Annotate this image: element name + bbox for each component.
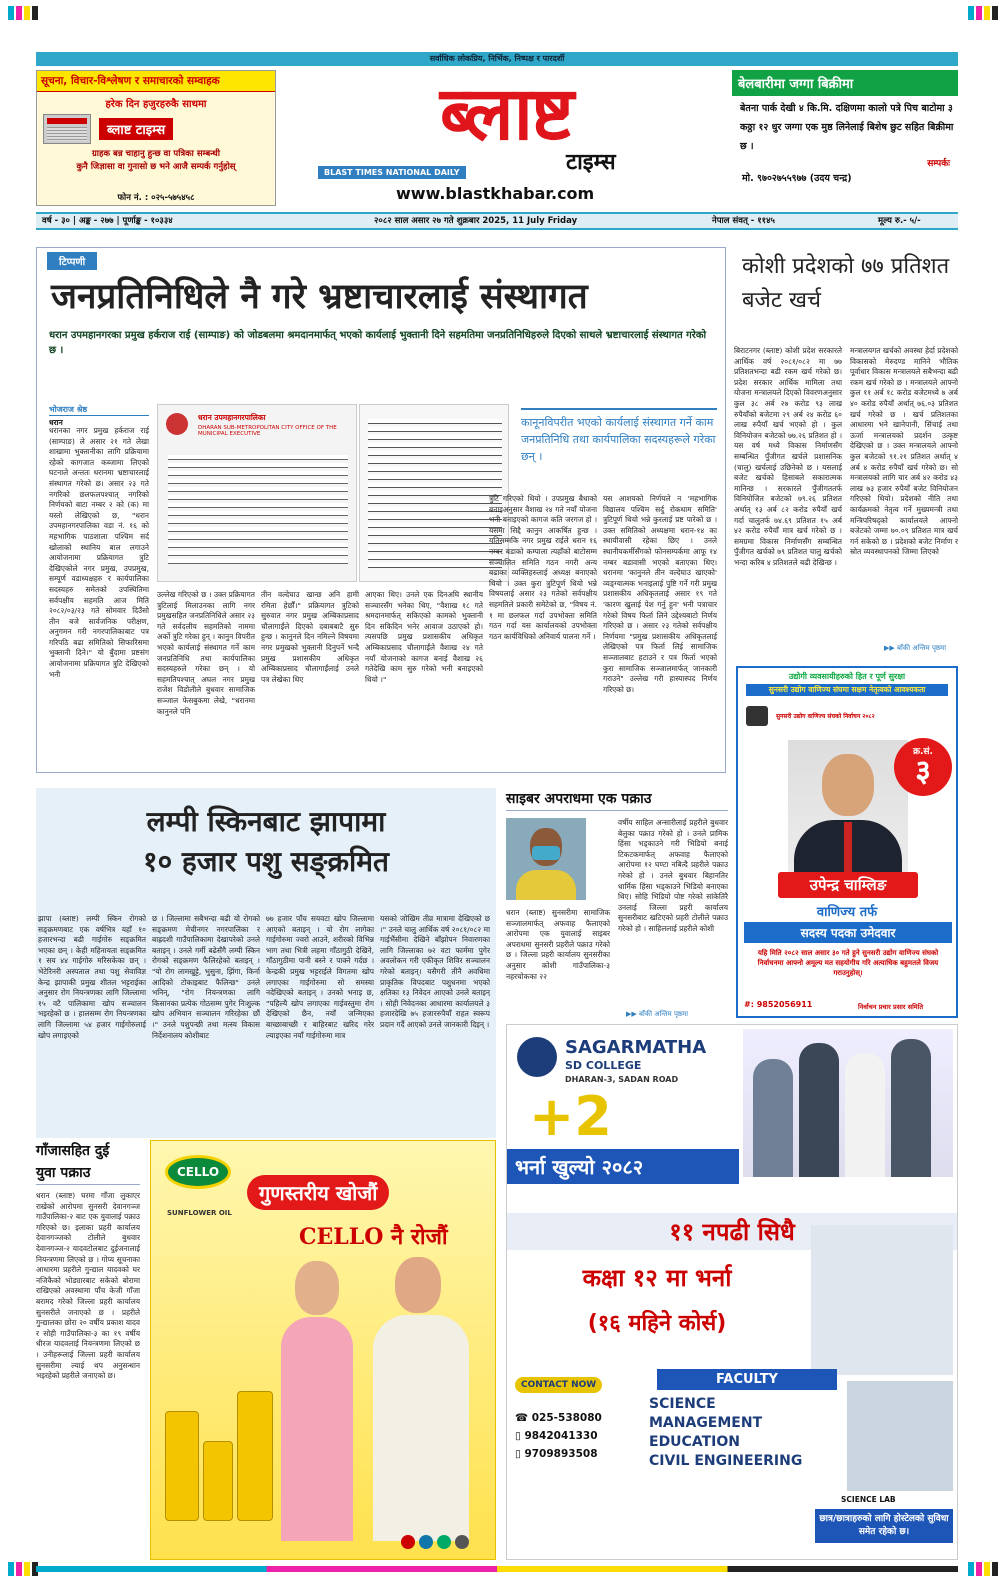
land-ad-title: बेलबारीमा जग्गा बिक्रीमा <box>732 70 958 96</box>
story-column-5: त्रुटि गरिएको थियो । उपप्रमुख बैधाको बनाइअनुसार वैशाख २४ गते नयाँ योजना भनी बनाइएको कागज कति जरगज हो । यसमा सिद्दै कानुन आकर्षित हुन्छ । यतिसम्मकि नगर प्रमुख राईले धरान १६ नम्बर बडाको कम्पाला त्यहाँको बाटोसम्म सञ्चालित समिति गठन नगरी अन्य बढाका व्यक्तिहरुलाई अध्यक्ष बनाएको थियो । उक्त कुरा त्रुटिपूर्ण थियो भन्ने विषयलाई असार २३ गतेको सर्वपक्षीय सहमतिले प्रकारी समेटेको छ, "विषय नं. १ मा छलफल गर्दा उपभोक्ता समिति गठन गर्दा यस कार्यालयको उपभोक्ता गठन कार्यविधिको अनिवार्य पालना गर्ने । <box>489 494 597 641</box>
koshi-budget-story <box>734 250 958 662</box>
ganja-headline-2[interactable]: युवा पक्राउ <box>36 1162 140 1185</box>
doc-header-en: DHARAN SUB-METROPOLITAN CITY OFFICE OF THE MUNICIPAL EXECUTIVE <box>198 425 337 437</box>
arrow-icon: ▶▶ <box>884 644 895 652</box>
mobile-icon: ▯ <box>515 1430 525 1442</box>
suspect-mask <box>532 846 560 860</box>
main-headline[interactable]: जनप्रतिनिधिले नै गरे भ्रष्टाचारलाई संस्थागत <box>51 276 588 317</box>
issue-info-bar <box>36 212 958 230</box>
issue-volume: वर्ष - ३० | अङ्क - २७७ | पूर्णाङ्क - १०३३४ <box>42 216 173 226</box>
phone-icon: ☎ <box>515 1412 532 1424</box>
story-tag: टिप्पणी <box>47 252 97 270</box>
cyber-crime-story <box>506 788 728 1022</box>
issue-date: २०८२ साल असार २७ गते शुक्रबार 2025, 11 July Friday <box>374 216 578 226</box>
college-name2: SD COLLEGE <box>565 1059 642 1072</box>
lumpy-column-4: यसको जोखिम तीव्र मात्रामा देखिएको छ ।" उनले चालु आर्थिक वर्ष २०८१/०८२ मा गाईभैंसीमा देखिने बाँझोपन निवारणका लागि जिल्लाका ७२ वटा फार्ममा पुगेर अवलोकन गरी एकीकृत शिविर सञ्चालन गरेको बताइन्। यसैगरी तीनै अवधिमा प्राकृतिक विपदबाट पशुधनमा भएको क्षतिका १३ निवेदन आएको उनले बताइन् । सोही निवेदनका आधारमा कार्यालयले ३ हजारदेखि ७५ हजाररुपैयाँ राहत स्वरूप प्रदान गर्दै आएको उनले जानकारी दिइन् । <box>380 914 490 1029</box>
candidate-phone: #: 9852056911 <box>744 1000 813 1009</box>
lumpy-headline-1[interactable]: लम्पी स्किनबाट झापामा <box>146 805 386 838</box>
student-figure <box>845 1053 885 1177</box>
model-2 <box>365 1257 475 1541</box>
pullquote: कानूनविपरीत भएको कार्यलाई संस्थागत गर्ने काम जनप्रतिनिधि तथा कार्यपालिका सदस्यहरूले गरेका छन् । <box>521 408 717 465</box>
phone-2[interactable]: 9842041330 <box>524 1430 598 1442</box>
mobile-icon: ▯ <box>515 1448 525 1460</box>
college-line3: (१६ महिने कोर्स) <box>587 1311 727 1336</box>
masthead-topbar <box>36 52 958 66</box>
cert-icon <box>437 1535 451 1549</box>
lumpy-skin-story <box>36 788 496 1138</box>
college-name: SAGARMATHA <box>565 1037 707 1058</box>
masthead-url[interactable]: www.blastkhabar.com <box>396 184 595 203</box>
cello-oil-ad <box>150 1140 496 1560</box>
promo-brand-row <box>43 114 269 144</box>
suspect-photo <box>506 818 586 900</box>
tagline: सर्वाधिक लोकप्रिय, निर्भिक, निष्पक्ष र पारदर्शी <box>429 54 565 63</box>
contact-now-button[interactable]: CONTACT NOW <box>515 1377 602 1393</box>
hostel-note: छात्र/छात्राहरुको लागि होस्टेलको सुविधा समेत रहेको छ। <box>815 1509 953 1543</box>
cyber-more: बाँकी अन्तिम पृष्ठमा <box>639 1010 689 1018</box>
promo-line3: कुनै जिज्ञासा वा गुनासो छ भने आजै सम्पर्क गर्नुहोस् <box>76 162 236 172</box>
newspaper-thumbnail <box>43 114 91 144</box>
koshi-headline[interactable]: कोशी प्रदेशको ७७ प्रतिशत बजेट खर्च <box>742 254 950 313</box>
byline: भोजराज श्रेष्ठ <box>49 404 149 416</box>
student-figure <box>753 1059 793 1177</box>
serial-number: ३ <box>915 754 931 789</box>
koshi-column-2: मन्त्रालयगत खर्चको अवस्था हेर्दा प्रदेशको विकासको मेरुदण्ड मानिने भौतिक पूर्वाधार विकास मन्त्रालयले सबैभन्दा बढी रकम खर्च गरेको छ । मन्त्रालयले आफ्नो कुल ११ अर्ब १८ करोड बजेटमध्ये ७ अर्ब ४० करोड रुपैयाँ अर्थात् ७६.०३ प्रतिशत खर्च गरेको छ । खर्च प्रतिशतका आधारमा भने खानेपानी, सिंचाई तथा ऊर्जा मन्त्रालयको प्रदर्शन उत्कृष्ट देखिएको छ । उक्त मन्त्रालयले आफ्नो कुल बजेटको ९१.२१ प्रतिशत अर्थात् ४ अर्ब ४ करोड रुपैयाँ खर्च गरेको छ। सो मन्त्रालयको लागि चार अर्ब ४२ करोड ४३ लाख ७३ हजार रुपैयाँ बजेट विनियोजन गरिएको थियो। प्रदेशको नीति तथा कार्यक्रमको नेतृत्व गर्ने मुख्यमन्त्री तथा मन्त्रिपरिषद्को कार्यालयले आफ्नो बजेटको जम्मा ७०.०९ प्रतिशत मात्र खर्च गर्न सकेको छ । प्रदेशको बजेट निर्माण र स्रोत व्यवस्थापनको जिम्मा लिएको <box>850 346 958 557</box>
koshi-continued <box>884 644 946 653</box>
cert-icons <box>401 1535 469 1549</box>
masthead-logo: ब्लाष्ट <box>439 71 573 157</box>
phone-row-3 <box>515 1445 602 1463</box>
admission-open <box>507 1149 739 1184</box>
nepal-samvat: नेपाल संवत् - ११४५ <box>712 216 775 226</box>
promo-brand: ब्लाष्ट टाइम्स <box>99 118 173 140</box>
college-logo-icon <box>517 1037 557 1077</box>
cyber-continued <box>626 1010 688 1019</box>
lab-photo-2 <box>847 1381 953 1491</box>
cyber-headline[interactable]: साइबर अपराधमा एक पक्राउ <box>506 788 728 811</box>
registration-marks-bottom-left <box>8 1562 38 1576</box>
byline-box <box>49 404 149 428</box>
land-sale-ad <box>732 70 958 206</box>
doc-header: धरान उपमहानगरपालिका <box>198 413 266 422</box>
lumpy-headline-2[interactable]: १० हजार पशु सङ्क्रमित <box>143 845 389 878</box>
official-letter-image-1 <box>157 404 357 582</box>
cert-icon <box>455 1535 469 1549</box>
registration-marks-bottom-right <box>968 1562 998 1576</box>
candidate-top1: उद्योगी व्यवसायीहरुको हित र पूर्ण सुरक्षा <box>788 672 906 681</box>
plus-two: +2 <box>529 1085 612 1148</box>
lumpy-column-3: ७७ हजार पाँच सयवटा खोप जिल्लामा आएको बताइन् । यो रोग लागेका गाईगोरुमा ज्वरो आउने, शरीरको विभिन्न भाग तथा भित्री लहमा गाँठागुठी देखिने, गाँठागुठीमा पानी बस्ने र पाक्ने गर्दछ । केन्द्रकी प्रमुख भट्टराईले विगतमा खोप लगाएका गाईगोरुमा सो समस्या नदेखिएको बताइन् । उनको भनाइ छ, "पहिल्यै खोप लगाएका गाईवस्तुमा रोग देखिएको छैन, नयाँ जन्मिएका बाच्छाबाच्छी र बाहिरबाट खरिद गरेर ल्याइएका नयाँ गाईगोरुमा मात्र <box>266 914 374 1040</box>
model-2-dress <box>373 1315 469 1541</box>
faculty-management: MANAGEMENT <box>649 1415 763 1431</box>
phone-row-1 <box>515 1409 602 1427</box>
candidate-ad <box>736 666 958 1018</box>
model-1-face <box>295 1261 339 1315</box>
story-column-4: आएका थिए। उनले एक दिनअघि स्थानीय सञ्चारसँग भनेका थिए, "वैशाख १८ गते श्रमदानमार्फत् सकिएको कामको भुक्तानी दिन सकिदिन भनेर आवाज उठाएको हो। त्यसपछि प्रमुख प्रशासकीय अधिकृत अम्बिकाप्रसाद चौलागाईंले वैशाख २४ गते नयाँ योजनाको कागज बनाई वैशाख २६ गतेदेखि काम सुरु गरेको भनी बनाइएको थियो ।" <box>365 590 483 684</box>
lab-photo-1 <box>811 1225 953 1375</box>
candidate-post: सदस्य पदका उमेदवार <box>744 922 952 943</box>
left-promo-ad <box>36 70 276 206</box>
masthead <box>296 70 716 210</box>
serial-badge <box>894 738 952 796</box>
model-1 <box>271 1261 361 1541</box>
faculty-education: EDUCATION <box>649 1434 740 1450</box>
masthead-subtitle: टाइम्स <box>566 150 616 175</box>
candidate-photo <box>788 740 908 890</box>
faculty-label: FACULTY <box>657 1369 837 1390</box>
land-ad-contact-label: सम्पर्कः <box>927 159 950 169</box>
ganja-story <box>36 1140 140 1560</box>
promo-phone: फोन नं. : ०२५-५७५४५८ <box>117 193 195 203</box>
price: मूल्य रु.- ५/- <box>878 216 921 226</box>
suspect-shirt <box>516 870 576 900</box>
cello-sub: SUNFLOWER OIL <box>167 1209 232 1217</box>
candidate-org: सुनसरी उद्योग वाणिज्य संघको निर्वाचन २०८२ <box>776 713 875 720</box>
story-column-3: तीन वल्देघाउ खान्छ अनि हामी रमिता हेर्छौं।" प्रक्रियागत त्रुटिको सुरुवात नगर प्रमुख अम्बिकाप्रसाद चौलागाईंले दिएको दबाबबाटै सुरु हुन्छ । कानुनले दिन नमिल्ने विषयमा नगर प्रमुखको भुक्तानी दिनुपर्ने भन्दै प्रमुख प्रशासकीय अधिकृत अम्बिकाप्रसाद चौलागाईंलाई उनले पत्र लेखेका थिए <box>261 590 359 684</box>
doc-text-lines <box>168 455 348 565</box>
candidate-appeal: यहि मिति २०८२ साल असार ३० गते हुने सुनसरी उद्योग वाणिज्य संघको निर्वाचनमा आफ्नो अमूल्य मत सहयोगीय गरि अत्याधिक बहुमतले विजय गराउनुहोस्। <box>757 949 939 977</box>
phone-3[interactable]: 9709893508 <box>524 1448 598 1460</box>
land-ad-contact: मो. ९७०२७५५९७७ (उदय चन्द्र) <box>742 173 852 184</box>
college-line1: ११ नपढी सिधै <box>507 1213 957 1250</box>
candidate-top2: सुनसरी उद्योग वाणिज्य संघमा सक्षम नेतृत्वको आवश्यकता <box>746 684 948 696</box>
ganja-body: धरान (ब्लाष्ट) घरमा गाँजा लुकाएर राखेको आरोपमा सुनसरी देवानगञ्ज गाउँपालिका-२ बाट एक युवालाई पक्राउ गरिएको छ। इलाका प्रहरी कार्यालय देवानगञ्जको टोलीले बुधवार देवानगञ्ज-२ यादवटोलबाट दुईजनालाई नियन्त्रणमा लिएको छ । गोप्य सूचनाका आधारमा प्रहरीले गुन्द्याल यादवको घर नजिकैको भोड्यारबाट सकेको बोरामा राखिएको अवस्थामा पाँच केजी गाँजा बरामद गरेको जिल्ला प्रहरी कार्यालय सुनसरीले जनाएको छ । प्रहरीले गुन्द्यालका छोरा २० वर्षीय प्रकाश यादव र सोही गाउँपालिका-३ का १९ वर्षीय धीरज यादवलाई नियन्त्रणमा लिएको छ । उनीहरूलाई जिल्ला प्रहरी कार्यालय सुनसरीमा ल्याई थप अनुसन्धान भइरहेको प्रहरीले जनाएको छ। <box>36 1191 140 1381</box>
land-ad-body: बेतना पार्क देखी ४ कि.मि. दक्षिणमा कालो पत्रे पिच बाटोमा ३ कठ्ठा १२ धुर जग्गा एक मुष्ठ लिनेलाई बिशेष छुट सहित बिक्रीमा छ । <box>740 103 954 152</box>
model-1-dress <box>281 1317 353 1541</box>
bottle-1 <box>165 1411 199 1521</box>
college-address: DHARAN-3, SADAN ROAD <box>565 1075 679 1084</box>
faculty-list <box>649 1395 802 1471</box>
cello-logo: CELLO <box>165 1155 231 1189</box>
story-column-1: धरानका नगर प्रमुख हर्कराज राई (साम्पाङ) ले असार २१ गते लेखा शाखामा भुक्तानीका लागि प्रक्रियामा रहेको कागजात कब्जामा लिएको घटनाले अन्ततः धरानमा भ्रष्टाचारलाई संस्थागत गरेको छ। असार २३ गते नगरिको छलफलपश्चात् नगरिको निर्णयको बाटा नम्बर २ को (क) मा यस्तो लेखिएको छ, "धरान उपमहानगरपालिका वडा नं. १६ को महभागिक पाठशाला पश्चिम सर्द खोलाको स्थानिय बाल लगाउने आयोजनामा प्रक्रियागत त्रुटि देखिएकोले नगर प्रमुख, उपप्रमुख, सम्पूर्ण वडाध्यक्षहरु र कार्यपालिका सदस्यहरु समेतको उपस्थितिमा सर्वपक्षीय सहमति आज मिति २०८२/०३/२३ गते सोमवार दिउँसो तीन बजे सार्वजनिक परीक्षण, अनुगमन गरी नगरपालिकाबाट पत्र गरिपठि बढा समितिको सिफारिसमा भुक्तानी दिने।" यो बुँदामा प्रष्टसंग आयोजनामा प्रक्रियागत त्रुटि देखिएको भनी <box>49 426 149 679</box>
candidate-tie <box>844 822 852 872</box>
footer-color-strip <box>36 1566 958 1572</box>
student-figure <box>891 1039 931 1177</box>
candidate-committee: निर्वाचन प्रचार प्रसार समिति <box>858 1003 924 1011</box>
model-2-face <box>395 1257 441 1313</box>
official-letter-image-2 <box>359 404 509 582</box>
registration-marks-top-left <box>8 6 38 20</box>
students-photo <box>743 1029 953 1177</box>
candidate-category: वाणिज्य तर्फ <box>816 905 878 920</box>
cello-tag2: CELLO नै रोजौं <box>299 1224 448 1250</box>
lumpy-column-1: झापा (ब्लाष्ट) लम्पी स्किन रोगको सङ्क्रमणबाट एक वर्षभित्र यहाँ १० हजारभन्दा बढी गाईगोरु सङ्क्रमित भएका छन् । केही महिनायता सङ्क्रमित १ सय ४४ गाईगोरु मरिसकेका छन् । भेटेरिनरी अस्पताल तथा पशु सेवाविज्ञ केन्द्र झापाकी प्रमुख शीतल भट्टराईका अनुसार रोग नियन्त्रणका लागि जिल्लामा १५ वटै पालिकामा खोप सञ्चालन भइरहेको छ । हालसम्म रोग नियन्त्रणका लागि जिल्लामा ५४ हजार गाईगोरुलाई खोप लगाइएको <box>38 914 146 1040</box>
faculty-science: SCIENCE <box>649 1396 716 1412</box>
candidate-name: उपेन्द्र चाम्लिङ <box>778 872 918 898</box>
govt-emblem-icon <box>166 413 188 435</box>
student-figure <box>799 1043 839 1177</box>
main-story <box>36 247 726 773</box>
koshi-column-1: बिराटनगर (ब्लाष्ट) कोशी प्रदेश सरकारले आर्थिक वर्ष २०८१/०८२ मा ७७ प्रतिशतभन्दा बढी रकम खर्च गरेको छ। प्रदेश सरकार आर्थिक मामिला तथा योजना मन्त्रालयले दिएको विवरणअनुसार कुल ३८ अर्ब २७ करोड ९३ लाख रुपैयाँको बजेटमा २९ अर्ब २४ करोड ६० लाख रुपैयाँ खर्च भएको हो । कुल विनियोजन बजेटको ७७.२६ प्रतिशत हो । यस वर्ष मध्ये विकास निर्माणसँग सम्बन्धित पुँजीगत खर्चले प्रशासनिक (चालु) खर्चलाई उछिनेको छ । यसलाई बजेट खर्चको हिसाबले सकारात्मक मानिन्छ । सरकारले पुँजीगततर्फ विनियोजित बजेटको ७९.२६ प्रतिशत अर्थात् १३ अर्ब ८२ करोड रुपैयाँ खर्च गर्दा चालुतर्फ ७४.६९ प्रतिशत १५ अर्ब ४२ करोड रुपैयाँ मात्र खर्च गरेको छ । समग्रमा विकास निर्माणसँग सम्बन्धित पुँजीगत खर्चको ७९ प्रतिशत चालु खर्चको भन्दा करिब ४ प्रतिशतले बढी देखिन्छ । <box>734 346 842 567</box>
promo-line1: हरेक दिन हजुरहरुकै साथमा <box>105 99 207 110</box>
admission-label: भर्ना खुल्यो <box>515 1155 595 1179</box>
lumpy-column-2: छ । जिल्लामा सबैभन्दा बढी यो रोगको सङ्क्रमण मेचीनगर नगरपालिका र बाह्रदशी गाउँपालिकामा देखापरेको उनले बताइन् । उनले गर्मी बढेसँगै लम्पी स्किन रोगको सङ्क्रमण फैलिरहेको बताइन् । "यो रोग लामखुट्टे, भुसुना, झिंगा, किर्ना आदिको टोकाइबाट फैलिन्छ" उनले भनिन्, "रोग नियन्त्रणका लागि किसानका प्रत्येक गोठसम्म पुगेर निःशुल्क खोप अभियान सञ्चालन गरिरहेका छौं ।" उनले पशुपन्छी तथा मत्स्य विकास निर्देशनालय कोशीबाट <box>152 914 260 1040</box>
serial-label: क्र.सं. <box>913 747 933 757</box>
main-lede: धरान उपमहानगरका प्रमुख हर्कराज राई (साम्पाङ) को जोडबलमा श्रमदानमार्फत् भएको कार्यलाई भुक्तानी दिने सहमतिमा जनप्रतिनिधिहरुले दिएको साथले भ्रष्टाचारलाई संस्थागत गरेको छ । <box>49 330 707 356</box>
cyber-column-2: वर्षीय साहिल अन्सारीलाई प्रहरीले बुधवार बेलुका पक्राउ गरेको हो । उनले प्रामिक हिंसा भड्काउने गरी भिडियो बनाई टिकटकमार्फत् अफवाह फैलाएको आरोपमा १२ घण्टा नबित्दै प्रहरीले पक्राउ गरेको हो । उनले बुधवार बिहानतिर धार्मिक हिंसा भड्काउने भिडियो बनाएका थिए। सोहि भिडियो पोष्ट गरेको सांकेतिरै उनलाई जिल्ला प्रहरी कार्यालय सुनसरीबाट खटिएको प्रहरी टोलीले पक्राउ गरेको हो । साहिललाई प्रहरीले कोशी <box>618 818 728 933</box>
cert-icon <box>419 1535 433 1549</box>
story-column-2: उल्लेख गरिएको छ । उक्त प्रक्रियागत त्रुटिलाई मिलाउनका लागि नगर प्रमुखसहित जनप्रतिनिधिले असार २३ गते सर्वदलीय सहमतिको नाममा अर्को त्रुटि गरेका हुन् । कानुन विपरीत भएको कार्यलाई संस्थागत गर्ने काम जनप्रतिनिधि तथा कार्यपालिका सदस्यहरुले गरेका छन् । यो सहमतिपश्चात् अघल नगर प्रमुख राजेश विडोलीले बुधवार सामाजिक सञ्जाल फेसबुकमा लेखे, "धरानमा कानुनले पनि <box>157 590 255 716</box>
contact-list <box>515 1409 602 1463</box>
science-lab-label: SCIENCE LAB <box>841 1495 896 1504</box>
promo-headline: सूचना, विचार-विश्लेषण र समाचारको सम्वाहक <box>37 71 275 92</box>
bottle-3 <box>237 1391 273 1521</box>
bottle-2 <box>203 1441 233 1521</box>
phone-row-2 <box>515 1427 602 1445</box>
cyber-column-1: धरान (ब्लाष्ट) सुनसरीमा सामाजिक सञ्जालमार्फत् अफवाह फैलाएको आरोपमा एक युवालाई साइबर अपराधमा सुनसरी प्रहरीले पक्राउ गरेको छ । जिल्ला प्रहरी कार्यालय सुनसरीका अनुसार कोशी गाउँपालिका-३ नहरचोकका २२ <box>506 908 610 981</box>
college-ad <box>506 1024 958 1560</box>
ballot-icon <box>746 706 768 726</box>
registration-marks-top-right <box>968 6 998 20</box>
story-column-6: यस आशयको निर्णयले न 'महभागिक विद्यालय पश्चिम सर्दु रोकथाम समिति' त्रुटिपूर्ण थियो भन्ने कुरलाई प्रष्ट पारेको छ । उक्त समितिको अध्यक्षमा धरान-१४ का स्थायीवासी रहेका छिए । उनले स्थानीयकर्मीसँगको फोनसम्पर्कमा आफू १४ नम्बर बडावासी भएको बताएका थिए। धरानमा 'कानुनले तीन वल्देघाउ खाएको' व्यङ्ग्यात्मक भनाइलाई पुष्टि गर्ने गरी प्रमुख प्रशासकीय अधिकृतलाई असार १९ गते 'कारण खुलाई पेश गर्नु हुन' भनी पत्राचार गरेको विषय फिर्ता लिने उद्देश्यबाटो निर्णय गरिएको छ । असार २३ गतेको सर्वपक्षीय निर्णयमा "प्रमुख प्रशासकीय अधिकृतलाई लेखिएको पत्र फिर्ता लिई सामाजिक सञ्जालबाट हटाउने र पत्र फिर्ता भएको कुरा सामाजिक सञ्जालमार्फत् जानकारी गराउने" उल्लेख गरी हास्यास्पद निर्णय गरिएको छ। <box>603 494 717 694</box>
cert-icon <box>401 1535 415 1549</box>
promo-line2: ग्राहक बन्न चाहानु हुन्छ वा पत्रिका सम्बन्धी <box>92 149 220 159</box>
masthead-english: BLAST TIMES NATIONAL DAILY <box>318 166 466 179</box>
doc-text-lines-2 <box>368 419 502 569</box>
faculty-civil: CIVIL ENGINEERING <box>649 1453 803 1469</box>
phone-1[interactable]: 025-538080 <box>531 1412 602 1424</box>
arrow-icon: ▶▶ <box>626 1010 637 1018</box>
dateline: धरान <box>49 418 63 427</box>
candidate-face <box>822 754 874 816</box>
college-line2: कक्षा १२ मा भर्ना <box>582 1264 732 1292</box>
koshi-more: बाँकी अन्तिम पृष्ठमा <box>897 644 947 652</box>
oil-bottles <box>165 1371 275 1521</box>
ganja-headline-1[interactable]: गाँजासहित दुई <box>36 1143 110 1159</box>
admission-year: २०८२ <box>601 1155 644 1179</box>
cello-tag1: गुणस्तरीय खोजौं <box>247 1175 389 1210</box>
